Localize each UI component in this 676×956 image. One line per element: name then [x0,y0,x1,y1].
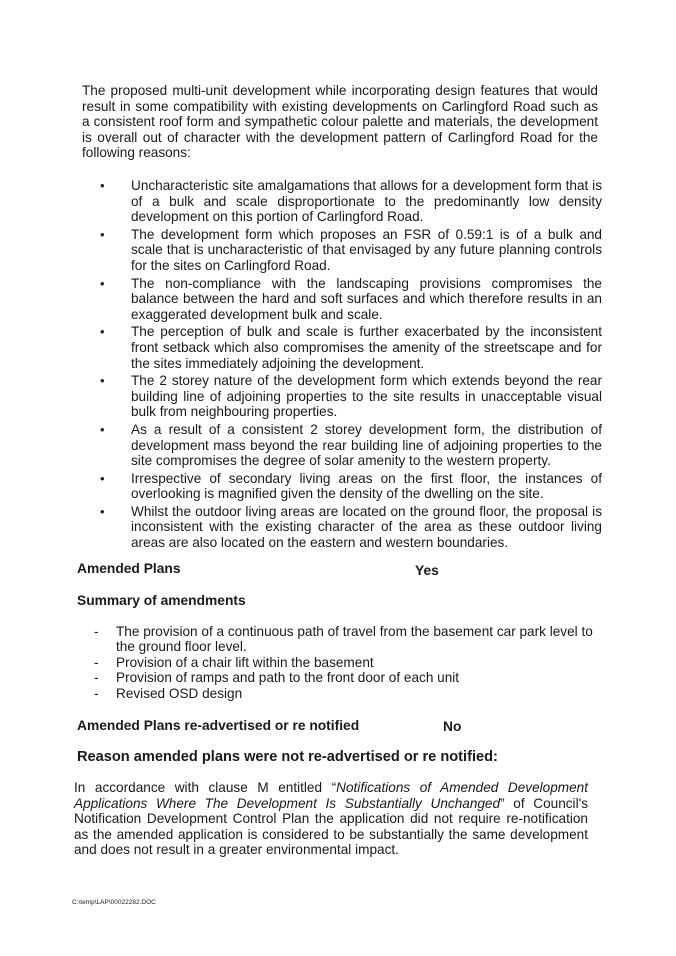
amendment-text: Revised OSD design [116,685,243,701]
list-item [82,276,602,323]
list-item [82,227,602,274]
reasons-list [82,178,602,553]
bullet-icon: • [100,275,105,291]
reason-heading: Reason amended plans were not re-advertised or re notified: [77,749,498,765]
bullet-icon: • [100,503,105,519]
summary-heading: Summary of amendments [77,593,246,608]
list-item [82,324,602,371]
amendment-text: The provision of a continuous path of travel from the basement car park level to the ground floor level. [116,624,593,655]
list-item [82,471,602,502]
bullet-icon: • [100,178,105,193]
list-item [94,624,594,655]
list-item [82,504,602,551]
bullet-icon: • [100,373,105,389]
bullet-icon: • [100,324,105,340]
list-item [82,422,602,469]
dash-icon: - [94,624,99,639]
reason-text: Uncharacteristic site amalgamations that allows for a development form that is of a bulk and scale disproportionate to the predominantly low density development on this portion of Carlingford Road. [131,178,602,225]
dash-icon: - [94,654,99,670]
amendment-text: Provision of a chair lift within the basement [116,654,374,670]
dash-icon: - [94,670,99,686]
list-item [94,686,594,701]
reason-text: The development form which proposes an FSR of 0.59:1 is of a bulk and scale that is uncharacteristic of that envisaged by any future planning controls for the sites on Carlingford Road. [131,226,602,273]
reason-text: Whilst the outdoor living areas are located on the ground floor, the proposal is inconsistent with the existing character of the area as these outdoor living areas are also located on the eastern and western boundaries. [131,503,602,551]
amendment-text: Provision of ramps and path to the front door of each unit [116,670,460,686]
reason-text: Irrespective of secondary living areas on the first floor, the instances of overlooking is magnified given the density of the dwelling on the site. [131,470,602,502]
amended-plans-label: Amended Plans [77,561,181,576]
list-item [82,178,602,225]
list-item [94,670,594,685]
reason-text: The perception of bulk and scale is further exacerbated by the inconsistent front setback which also compromises the amenity of the streetscape and for the sites immediately adjoining the development. [131,324,602,371]
file-path-footer: C:\temp\LAP\00022282.DOC [72,899,156,906]
dcp-clause-title: Notifications of Amended Development Applications Where The Development Is Substantially Unchanged [74,780,588,811]
reason-text: The non-compliance with the landscaping provisions compromises the balance between the hard and soft surfaces and which therefore results in an exaggerated development bulk and scale. [131,275,602,322]
intro-paragraph: The proposed multi-unit development while incorporating design features that would result in some compatibility with existing developments on Carlingford Road such as a consistent roof form and sympathetic colour palette and materials, the development is overall out of character with the development pattern of Carlingford Road for the following reasons: [82,83,598,161]
reason-text: The 2 storey nature of the development form which extends beyond the rear building line of adjoining properties to the site results in unacceptable visual bulk from neighbouring properties. [131,373,602,420]
bullet-icon: • [100,470,105,486]
dash-icon: - [94,685,99,701]
bullet-icon: • [100,421,105,437]
bullet-icon: • [100,226,105,242]
list-item [82,373,602,420]
readvertised-label: Amended Plans re-advertised or re notified [77,718,360,733]
readvertised-value: No [443,719,462,734]
list-item [94,655,594,670]
reason-paragraph: In accordance with clause M entitled “Notifications of Amended Development Applications Where The Development Is Substantially Unchanged” of Council's Notification Development Control Plan the application did not require re-notification as the amended application is considered to be substantially the same development and does not result in a greater environmental impact. [74,780,588,858]
amendments-list [94,624,594,701]
amended-plans-value: Yes [415,563,439,578]
reason-text: As a result of a consistent 2 storey development form, the distribution of development mass beyond the rear building line of adjoining properties to the site compromises the degree of solar amenity to the western property. [131,421,602,469]
